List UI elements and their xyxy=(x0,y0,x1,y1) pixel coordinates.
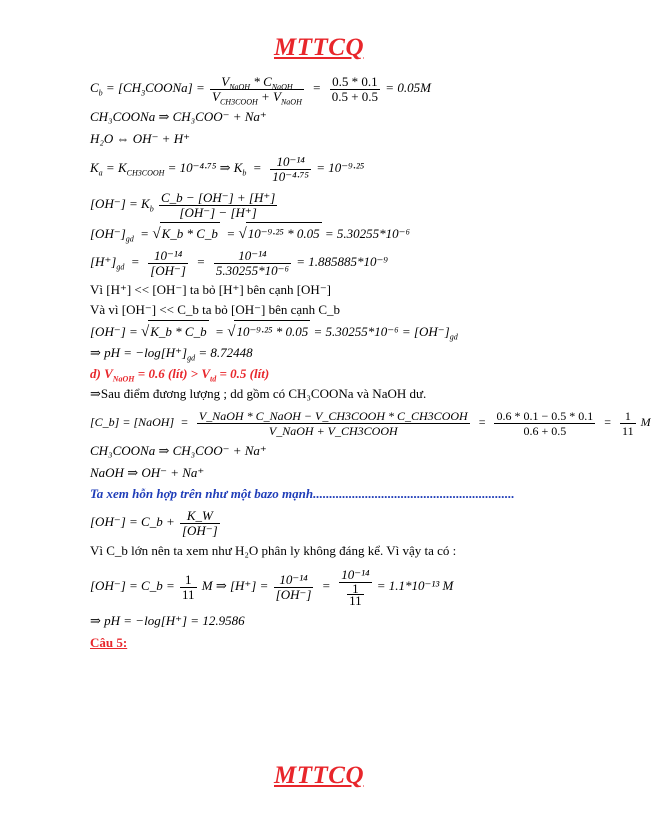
oh-final-rad1: K_b * C_b xyxy=(148,320,208,343)
oh-final-result: = 5.30255*10⁻⁶ = [OH⁻] xyxy=(313,324,450,339)
note-drop-h: Vì [H⁺] << [OH⁻] ta bỏ [H⁺] bên cạnh [OH⁻] xyxy=(90,282,332,297)
ohkw-fraction xyxy=(180,509,220,538)
cb-fraction-numeric xyxy=(330,75,380,104)
plus-v: + V xyxy=(257,88,281,104)
note-strong-base: Ta xem hỗn hợp trên như một bazo mạnh.............................................................. xyxy=(90,486,515,501)
section-d-heading xyxy=(90,364,550,384)
ka-mid-sub: CH3COOH xyxy=(126,168,165,178)
ohh-mid: M ⇒ [H⁺] = xyxy=(201,578,269,593)
ohh-den1: 11 xyxy=(181,586,195,602)
kb-den: 10⁻⁴·⁷⁵ xyxy=(272,168,309,184)
cbn-num2: 0.6 * 0.1 − 0.5 * 0.1 xyxy=(496,408,594,423)
kb-num: 10⁻¹⁴ xyxy=(270,155,311,170)
cb-fraction-symbolic xyxy=(210,73,304,107)
ohh-lhs: [OH⁻] = C_b = xyxy=(90,578,175,593)
cbn-num3: 1 xyxy=(620,409,636,424)
h-num2: 10⁻¹⁴ xyxy=(214,249,291,264)
ohh-fraction-1 xyxy=(180,573,197,602)
kb-sub: b xyxy=(242,168,247,178)
oh-general-fraction xyxy=(159,191,277,220)
eq-oh-kw xyxy=(90,504,550,540)
cb-frac-den xyxy=(210,88,304,107)
cbn-den1: V_NaOH + V_CH3COOH xyxy=(268,423,398,438)
h-approx-lhs: [H⁺] xyxy=(90,254,117,269)
star-c: * C xyxy=(250,73,272,89)
ka-mid: = K xyxy=(105,160,127,175)
v1-sub: CH3COOH xyxy=(219,97,258,107)
h-den2: 5.30255*10⁻⁶ xyxy=(215,262,289,278)
cb-den2: 0.5 + 0.5 xyxy=(331,88,379,104)
ohh-nested-den: 11 xyxy=(349,593,362,609)
ka-val: = 10⁻⁴·⁷⁵ ⇒ K xyxy=(167,160,243,175)
eq-oh-h-final: [OH⁻] = C_b = $\frac{1}{11}$ M ⇒ [H⁺] = $\frac{\text{10⁻¹⁴}}{[OH^-]}$ = $\frac{\text{10⁻¹⁴}}{\frac{1}{11}}$ = 1.1*10⁻¹³ M xyxy=(90,567,454,609)
ohkw-num: K_W xyxy=(180,509,220,524)
eq-dissociation-salt-2: CH₃COONa ⇒ CH₃COO⁻ + Na⁺ xyxy=(90,443,267,458)
cb-frac-num xyxy=(210,75,304,90)
h-fraction-2 xyxy=(214,249,291,278)
eq-oh-final: [OH⁻] = √K_b * C_b = $√10^{-9}\cdot^{25} * 0.05 = 5.30255*10^{-6} = [OH^-]_{gd}$ xyxy=(90,320,550,342)
eq-cb-naoh: [C_b] = [NaOH] = $\frac{\text{V\_NaOH * C\_NaOH − V\_CH3COOH * C\_CH3COOH}}{\text{V\_NaOH + V\_CH3COOH}}$ = $\frac{0.6 * 0.1 - 0.5 * 0.1}{0.6 + 0.5}$ = $\frac{1}{11}$ M xyxy=(90,408,651,438)
eq-dissociation-water: H₂O ⇔ OH⁻ + H⁺ xyxy=(90,131,190,146)
cb-eq: = [CH xyxy=(105,80,142,95)
ohkw-den: [OH⁻] xyxy=(181,522,218,538)
cbn-fraction-3 xyxy=(620,409,636,438)
ph1-lhs: ⇒ pH = −log[H⁺] xyxy=(90,345,188,360)
page-footer-title: MTTCQ xyxy=(274,762,364,789)
cbn-den2: 0.6 + 0.5 xyxy=(523,423,567,438)
cbn-lhs: [C_b] = [NaOH] xyxy=(90,415,175,429)
sec-d-a: d) V xyxy=(90,366,113,381)
cbn-fraction-2 xyxy=(494,409,595,438)
oh-final-rad2: 10⁻⁹·²⁵ * 0.05 xyxy=(234,320,310,343)
eq-cb-concentration: $C_b$ = $[CH_3COONa]$ = $\frac{V_{NaOH} * C_{NaOH}}{V_{CH3COOH} + V_{NaOH}}$ = $\frac{0.5 * 0.1}{0.5 + 0.5}$ = 0.05M xyxy=(90,73,431,107)
cb-coona: COONa] = xyxy=(145,80,205,95)
ohh-num1: 1 xyxy=(180,573,197,588)
eq-dissociation-salt: CH₃COONa ⇒ CH₃COO⁻ + Na⁺ xyxy=(90,109,267,124)
sec-d-sub1: NaOH xyxy=(112,374,135,384)
h-fraction-1 xyxy=(148,249,188,278)
ohh-fraction-2 xyxy=(274,573,314,602)
oh-approx-result: = 5.30255*10⁻⁶ xyxy=(324,226,410,241)
cbn-unit: M xyxy=(640,415,651,429)
sec-d-mid: = 0.6 (lít) > V xyxy=(134,366,211,381)
cb-sub3: 3 xyxy=(141,88,146,98)
cbn-fraction-1 xyxy=(197,409,470,438)
ohh-num2: 10⁻¹⁴ xyxy=(274,573,314,588)
h-den1: [OH⁻] xyxy=(150,262,186,278)
v-sub: NaOH xyxy=(229,82,251,92)
ohh-den3 xyxy=(339,581,371,609)
cb-num2: 0.5 * 0.1 xyxy=(330,75,380,90)
oh-general-lhs: [OH⁻] = K xyxy=(90,196,150,211)
cb-result: = 0.05M xyxy=(385,80,431,95)
ph1-sub: gd xyxy=(187,353,196,363)
cb-symbol: C xyxy=(90,80,99,95)
eq-oh-approx: $[OH^-]_{gd}$ = √K_b * C_b = √10⁻⁹·²⁵ * 0.05 = 5.30255*10⁻⁶ xyxy=(90,222,550,244)
eq-oh-general xyxy=(90,186,550,222)
ohh-num3: 10⁻¹⁴ xyxy=(341,567,370,583)
page-header-title: MTTCQ xyxy=(274,34,364,61)
sec-d-end: = 0.5 (lít) xyxy=(216,366,270,381)
ohh-result: = 1.1*10⁻¹³ M xyxy=(376,578,454,593)
ph1-result: = 8.72448 xyxy=(198,345,253,360)
eq-h-approx: $[H^+]_{gd}$ = $\frac{\text{10⁻¹⁴}}{[OH^-]}$ = $\frac{\text{10⁻¹⁴}}{\text{5.30255*10⁻⁶}}$ = 1.885885*10⁻⁹ xyxy=(90,247,388,278)
h-approx-sub: gd xyxy=(116,262,125,272)
oh-approx-lhs: [OH⁻] xyxy=(90,226,126,241)
kb-fraction xyxy=(270,155,311,184)
cbn-den3: 11 xyxy=(622,423,634,438)
oh-general-den: [OH⁻] − [H⁺] xyxy=(179,204,257,220)
oh-approx-rad2: 10⁻⁹·²⁵ * 0.05 xyxy=(246,222,322,245)
eq-ka-kb: $K_a = K_{CH3COOH} = 10^{-4}\cdot^{75}$ ⇒ $K_b$ = $\frac{\text{10⁻¹⁴}}{\text{10⁻⁴·⁷⁵}}$ = 10⁻⁹·²⁵ xyxy=(90,153,365,184)
question-5-heading: Câu 5: xyxy=(90,635,128,650)
ka-sub: a xyxy=(98,168,103,178)
eq-ph-1 xyxy=(90,342,550,364)
note-after-equivalence: ⇒Sau điểm đương lượng ; dd gồm có CH₃COONa và NaOH dư. xyxy=(90,386,427,401)
v1-sym: V xyxy=(212,88,220,104)
oh-general-num: C_b − [OH⁻] + [H⁺] xyxy=(160,189,276,205)
h-num1: 10⁻¹⁴ xyxy=(148,249,188,264)
eq-dissociation-naoh: NaOH ⇒ OH⁻ + Na⁺ xyxy=(90,465,205,480)
v-sym: V xyxy=(221,73,230,89)
cb-sub: b xyxy=(98,88,103,98)
oh-approx-rad1: K_b * C_b xyxy=(160,222,220,245)
eq-ph-final: ⇒ pH = −log[H⁺] = 12.9586 xyxy=(90,613,245,628)
ohh-nested-fraction xyxy=(347,581,364,609)
oh-final-lhs: [OH⁻] = xyxy=(90,324,138,339)
ohkw-lhs: [OH⁻] = C_b + xyxy=(90,514,175,529)
oh-general-sub: b xyxy=(149,204,154,214)
h-result: = 1.885885*10⁻⁹ xyxy=(296,254,388,269)
cbn-num1: V_NaOH * C_NaOH − V_CH3COOH * C_CH3COOH xyxy=(198,408,468,423)
ohh-den2: [OH⁻] xyxy=(275,586,312,602)
c-sub: NaOH xyxy=(271,82,293,92)
note-water-negligible: Vì C_b lớn nên ta xem như H₂O phân ly không đáng kể. Vì vậy ta có : xyxy=(90,543,457,558)
ohh-fraction-3 xyxy=(339,567,371,609)
note-drop-oh: Và vì [OH⁻] << C_b ta bỏ [OH⁻] bên cạnh C_b xyxy=(90,302,341,317)
kb-result: = 10⁻⁹·²⁵ xyxy=(316,160,365,175)
sec-d-sub2: td xyxy=(210,374,217,384)
ohh-nested-num: 1 xyxy=(347,583,364,595)
v2-sub: NaOH xyxy=(280,97,302,107)
document-body xyxy=(90,70,651,654)
oh-final-sub: gd xyxy=(449,332,458,342)
oh-approx-sub: gd xyxy=(125,234,134,244)
ka-sym: K xyxy=(90,160,99,175)
